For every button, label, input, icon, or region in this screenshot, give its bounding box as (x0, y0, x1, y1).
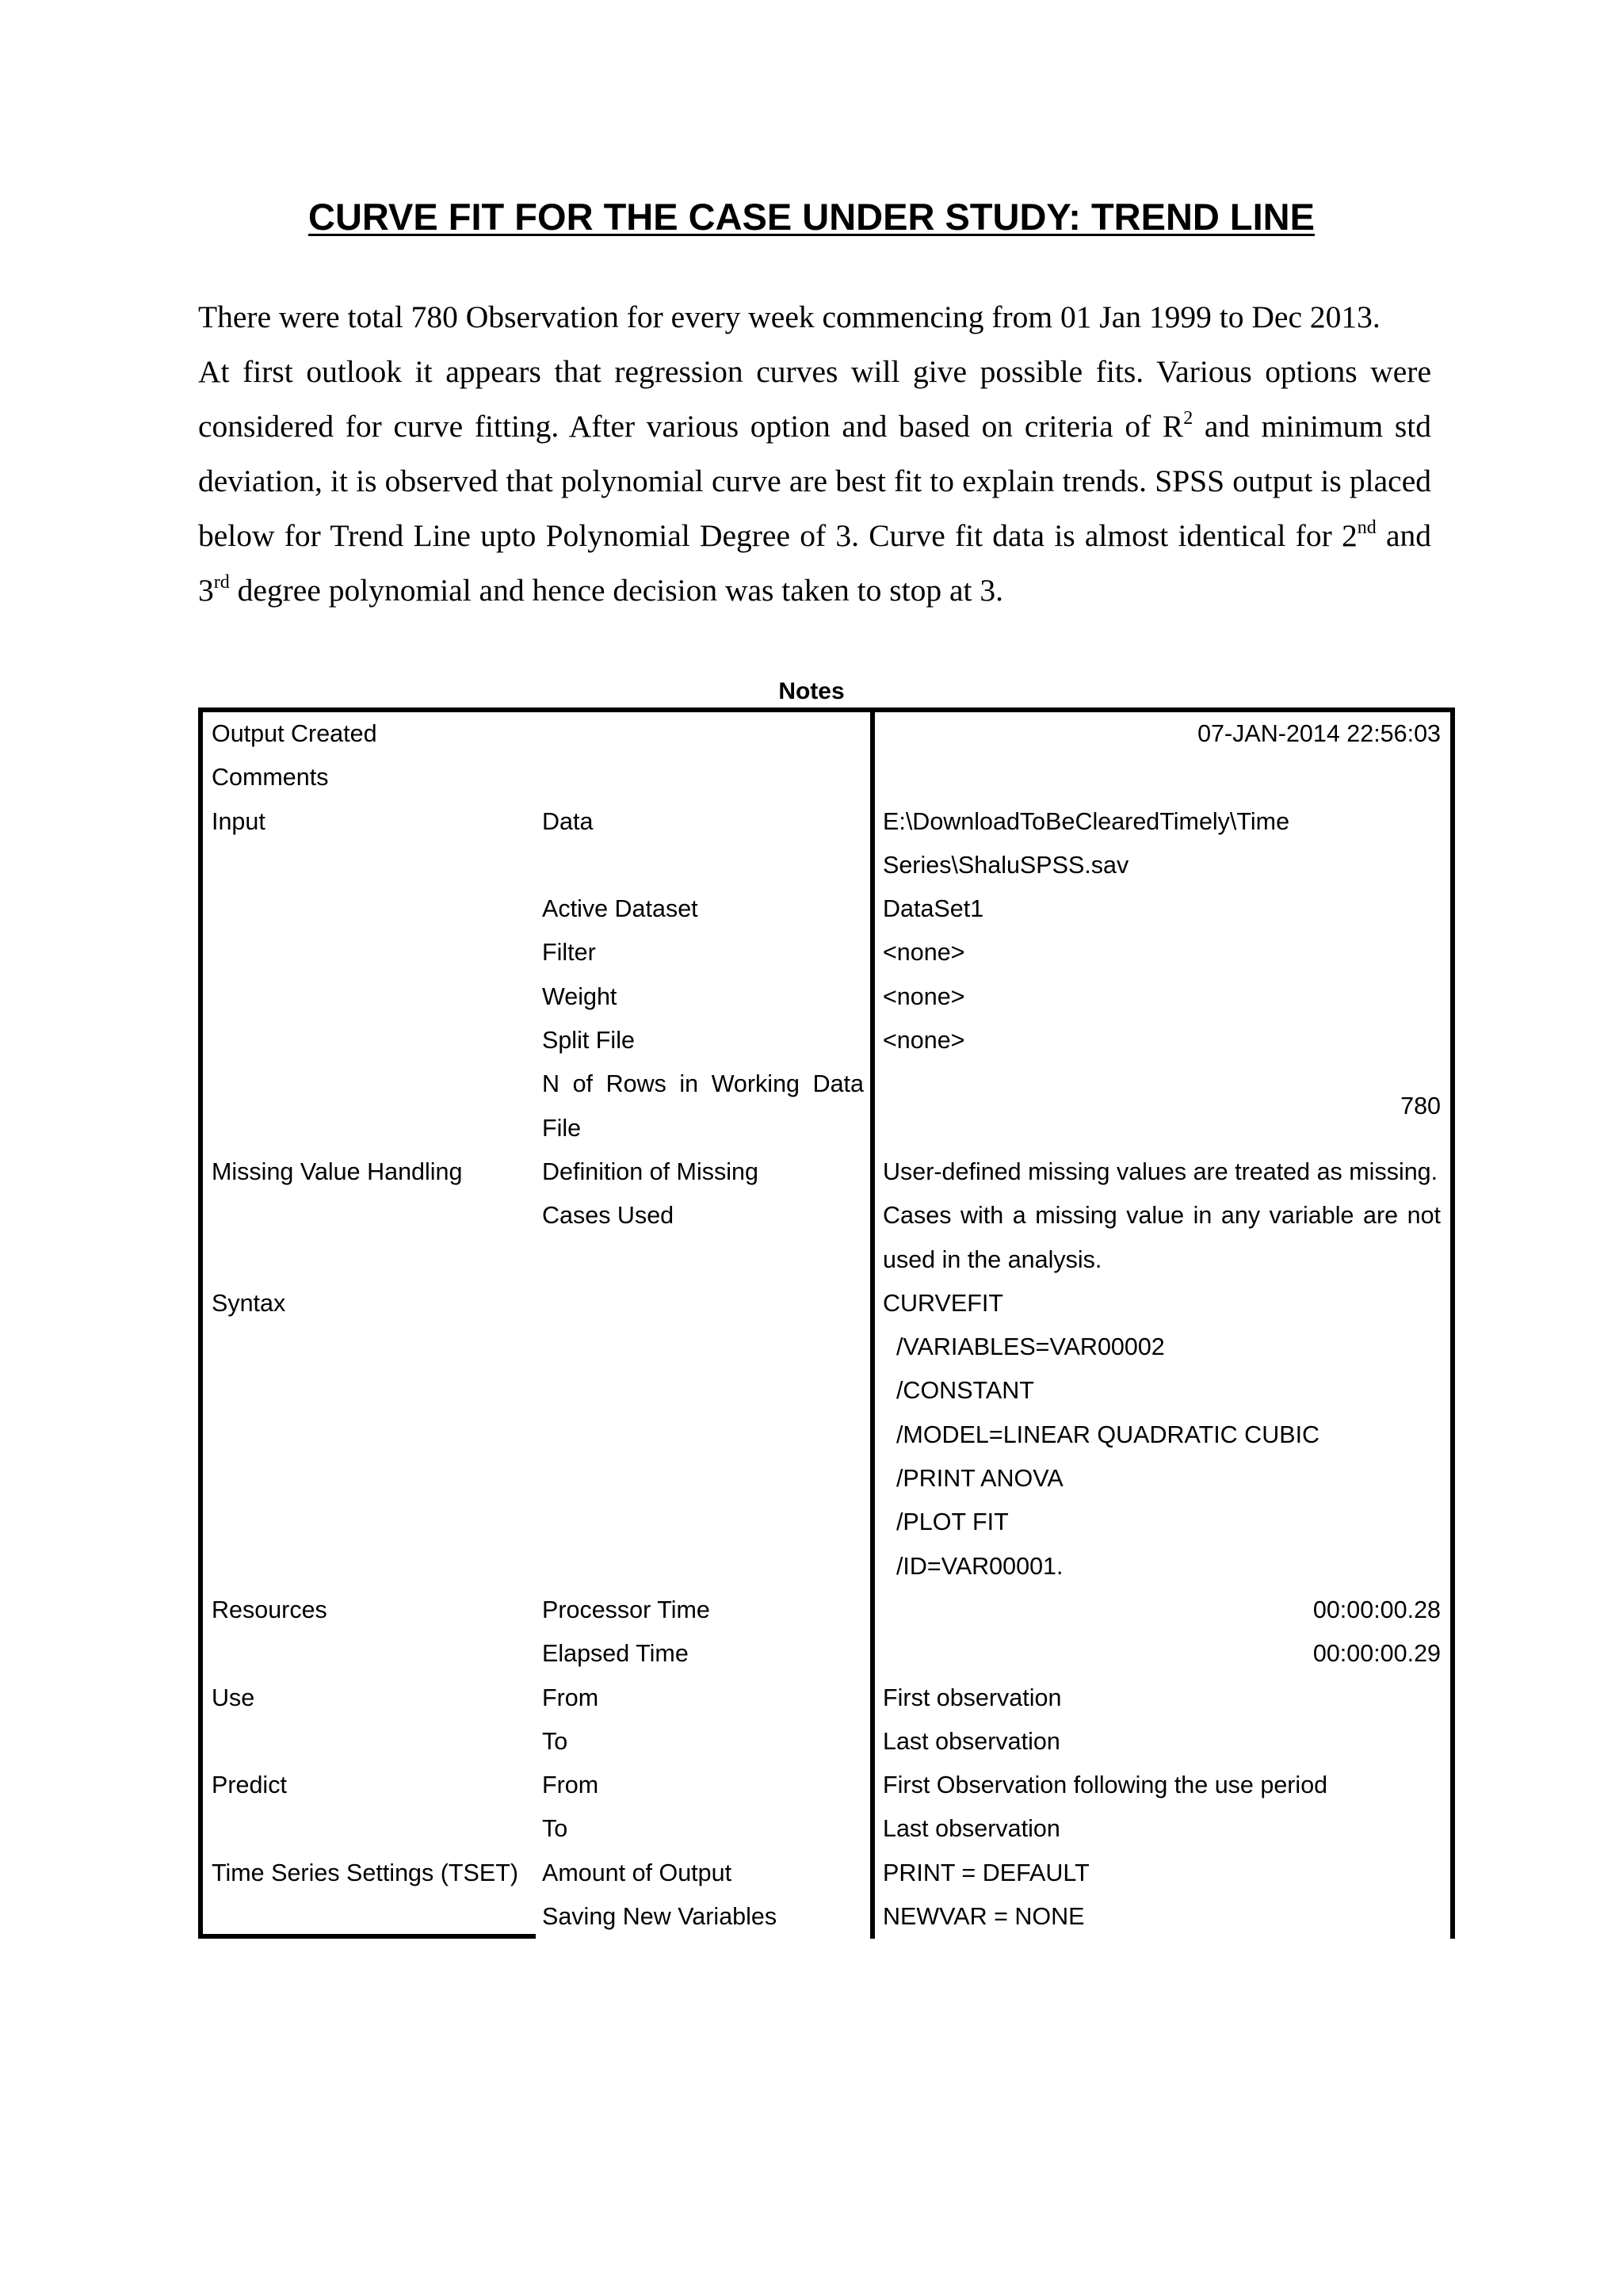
table-row (198, 1676, 1455, 1720)
row-label-tset: Time Series Settings (TSET) (198, 1852, 536, 1895)
sublabel-filter: Filter (536, 931, 875, 974)
row-label-predict: Predict (198, 1764, 536, 1807)
table-row (198, 1019, 1455, 1062)
row-label-empty (198, 887, 536, 931)
sublabel-saving-new-variables: Saving New Variables (536, 1895, 875, 1939)
weight-value: <none> (875, 975, 1455, 1019)
row-label-empty (198, 1807, 536, 1851)
sublabel-n-rows: N of Rows in Working Data File (536, 1062, 875, 1150)
syntax-line: /MODEL=LINEAR QUADRATIC CUBIC (883, 1421, 1320, 1448)
row-label-empty (198, 1194, 536, 1282)
output-created-value: 07-JAN-2014 22:56:03 (875, 712, 1455, 756)
syntax-line: /ID=VAR00001. (883, 1552, 1064, 1580)
syntax-block (875, 1282, 1455, 1589)
page-title: CURVE FIT FOR THE CASE UNDER STUDY: TREND LINE (308, 196, 1315, 238)
table-row (198, 1062, 1455, 1150)
row-label-missing-value-handling: Missing Value Handling (198, 1150, 536, 1194)
row-label-use: Use (198, 1676, 536, 1720)
row-sublabel-empty (536, 756, 875, 799)
table-row (198, 887, 1455, 931)
table-row (198, 1764, 1455, 1807)
notes-caption: Notes (778, 678, 845, 704)
row-label-syntax: Syntax (198, 1282, 536, 1589)
table-row (198, 1194, 1455, 1282)
row-label-empty (198, 1019, 536, 1062)
sublabel-weight: Weight (536, 975, 875, 1019)
active-dataset-value: DataSet1 (875, 887, 1455, 931)
notes-table (198, 707, 1455, 1939)
saving-new-variables-value: NEWVAR = NONE (875, 1895, 1455, 1939)
row-label-comments: Comments (198, 756, 536, 799)
definition-of-missing-value: User-defined missing values are treated as missing. (875, 1150, 1455, 1194)
row-label-empty (198, 1720, 536, 1764)
row-label-resources: Resources (198, 1589, 536, 1632)
use-to-value: Last observation (875, 1720, 1455, 1764)
body-text (198, 290, 1431, 618)
sublabel-amount-of-output: Amount of Output (536, 1852, 875, 1895)
sublabel-use-from: From (536, 1676, 875, 1720)
paragraph-curve-fitting: At first outlook it appears that regression curves will give possible fits. Various options were considered for curve fitting. After various option and based on criteria of $R^2$ and minimum std deviation, it is observed that polynomial curve are best fit to explain trends. SPSS output is placed below for Trend Line upto Polynomial Degree of 3. Curve fit data is almost identical for 2nd and 3rd degree polynomial and hence decision was taken to stop at 3. (198, 354, 1432, 608)
data-file-path: E:\DownloadToBeClearedTimely\Time Series\ShaluSPSS.sav (875, 800, 1455, 888)
split-file-value: <none> (875, 1019, 1455, 1062)
syntax-line: /PRINT ANOVA (883, 1465, 1064, 1493)
row-label-empty (198, 1895, 536, 1939)
row-label-input: Input (198, 800, 536, 888)
sublabel-predict-to: To (536, 1807, 875, 1851)
syntax-line: CURVEFIT (883, 1289, 1003, 1317)
use-from-value: First observation (875, 1676, 1455, 1720)
predict-from-value: First Observation following the use period (875, 1764, 1455, 1807)
table-row (198, 931, 1455, 974)
table-row (198, 1895, 1455, 1939)
row-sublabel-empty (536, 1282, 875, 1589)
sublabel-definition-of-missing: Definition of Missing (536, 1150, 875, 1194)
row-label-empty (198, 975, 536, 1019)
table-row (198, 1852, 1455, 1895)
table-row (198, 1720, 1455, 1764)
syntax-line: /PLOT FIT (883, 1508, 1009, 1536)
table-row (198, 1150, 1455, 1194)
sublabel-elapsed-time: Elapsed Time (536, 1632, 875, 1676)
sublabel-predict-from: From (536, 1764, 875, 1807)
filter-value: <none> (875, 931, 1455, 974)
sublabel-processor-time: Processor Time (536, 1589, 875, 1632)
elapsed-time-value: 00:00:00.29 (875, 1632, 1455, 1676)
table-row (198, 1632, 1455, 1676)
table-row (198, 800, 1455, 888)
syntax-line: /CONSTANT (883, 1377, 1034, 1405)
sublabel-data: Data (536, 800, 875, 888)
sublabel-active-dataset: Active Dataset (536, 887, 875, 931)
table-row (198, 756, 1455, 799)
table-row (198, 1807, 1455, 1851)
table-row (198, 1282, 1455, 1589)
row-label-output-created: Output Created (198, 712, 536, 756)
syntax-line: /VARIABLES=VAR00002 (883, 1333, 1165, 1361)
table-row (198, 1589, 1455, 1632)
n-rows-value: 780 (875, 1062, 1455, 1150)
amount-of-output-value: PRINT = DEFAULT (875, 1852, 1455, 1895)
predict-to-value: Last observation (875, 1807, 1455, 1851)
cases-used-value: Cases with a missing value in any variable are not used in the analysis. (875, 1194, 1455, 1282)
paragraph-observations: There were total 780 Observation for every week commencing from 01 Jan 1999 to Dec 2013. (198, 299, 1381, 334)
row-label-empty (198, 931, 536, 974)
table-row (198, 712, 1455, 756)
row-label-empty (198, 1062, 536, 1150)
processor-time-value: 00:00:00.28 (875, 1589, 1455, 1632)
row-label-empty (198, 1632, 536, 1676)
comments-value (875, 756, 1455, 799)
sublabel-split-file: Split File (536, 1019, 875, 1062)
sublabel-cases-used: Cases Used (536, 1194, 875, 1282)
sublabel-use-to: To (536, 1720, 875, 1764)
table-row (198, 975, 1455, 1019)
row-sublabel-empty (536, 712, 875, 756)
